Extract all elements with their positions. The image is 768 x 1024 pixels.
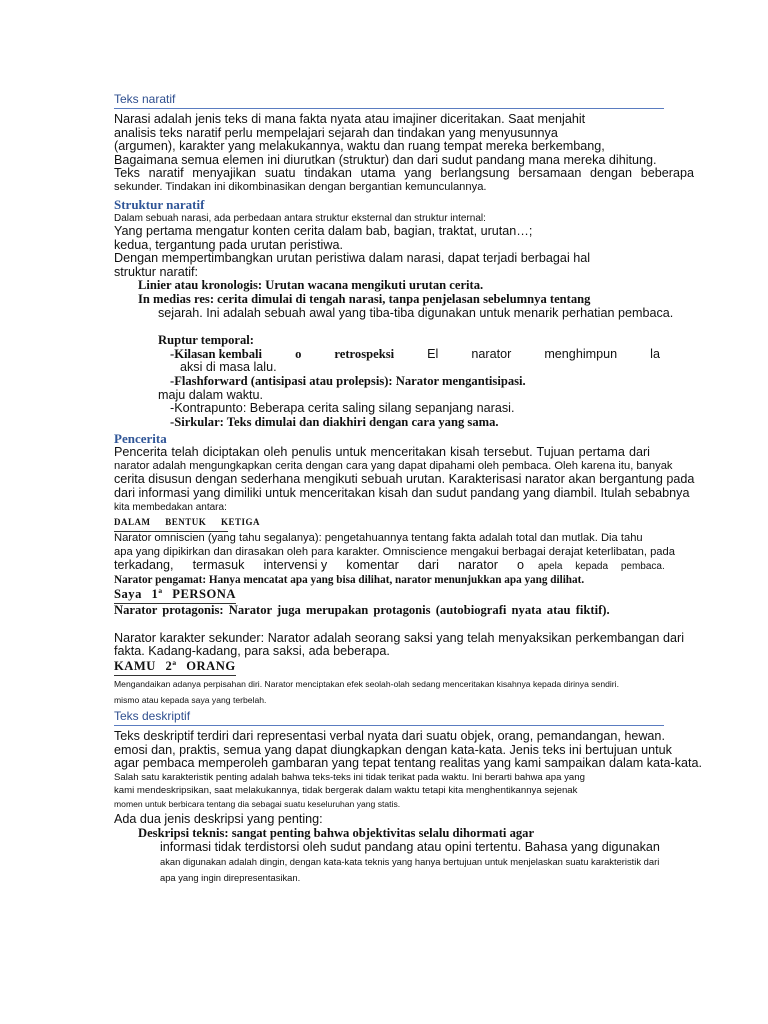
word: narator [457, 558, 498, 573]
text-line: emosi dan, praktis, semua yang dapat diungkapkan dengan kata-kata. Jenis teks ini bertujuan untuk [114, 742, 672, 757]
section-title-teks-naratif: Teks naratif [114, 92, 664, 109]
bullet-text: Deskripsi teknis: sangat penting bahwa objektivitas selalu dihormati agar [138, 825, 535, 840]
word: intervensi y [263, 558, 328, 573]
text-line: Narator pengamat: Hanya mencatat apa yang bisa dilihat, narator menunjukkan apa yang dilihat. [114, 573, 585, 586]
text-line: Narator karakter sekunder: Narator adalah seorang saksi yang telah menyaksikan perkembangan dari [114, 630, 684, 645]
word: El [427, 346, 439, 361]
text-line: analisis teks naratif perlu mempelajari sejarah dan tindakan yang menyusunnya [114, 125, 558, 140]
text-line: apa yang dipikirkan dan dirasakan oleh para karakter. Omniscience mengakui berbagai derajat keterlibatan, pada [114, 545, 675, 558]
text-line: -Kontrapunto: Beberapa cerita saling silang sepanjang narasi. [170, 401, 515, 416]
text-line: dari informasi yang dimiliki untuk menceritakan kisah dan sudut pandang yang diambil. Itulah sebabnya [114, 486, 690, 501]
text-line: struktur naratif: [114, 264, 198, 279]
section-title-teks-deskriptif: Teks deskriptif [114, 709, 664, 726]
text-line: momen untuk berbicara tentang dia sebagai suatu keseluruhan yang statis. [114, 798, 401, 809]
text-line: agar pembaca memperoleh gambaran yang tepat tentang realitas yang kami sampaikan dalam kata-kata. [114, 756, 703, 771]
heading-struktur-naratif: Struktur naratif [114, 196, 205, 212]
text-line: Narasi adalah jenis teks di mana fakta nyata atau imajiner diceritakan. Saat menjahit [114, 112, 586, 126]
label-kamu-orang: KAMU 2ª ORANG [114, 659, 694, 676]
heading-ruptur-temporal: Ruptur temporal: [158, 333, 254, 348]
document-page [114, 92, 703, 886]
text-line: apela kepada pembaca. [538, 561, 665, 573]
naratif-paragraph [114, 113, 694, 195]
text-line: Salah satu karakteristik penting adalah bahwa teks-teks ini tidak terikat pada waktu. Ini berarti bahwa apa yang [114, 771, 585, 783]
word: -Kilasan kembali [170, 346, 263, 361]
text-line: sejarah. Ini adalah sebuah awal yang tiba-tiba digunakan untuk menarik perhatian pembaca. [158, 305, 674, 320]
bullet-text: Linier atau kronologis: Urutan wacana mengikuti urutan cerita. [138, 278, 484, 293]
text-line: Dalam sebuah narasi, ada perbedaan antara struktur eksternal dan struktur internal: [114, 212, 486, 224]
text-line: -Sirkular: Teks dimulai dan diakhiri dengan cara yang sama. [170, 414, 499, 429]
label-dalam-bentuk-ketiga: DALAM BENTUK KETIGA [114, 514, 694, 532]
text-line: akan digunakan adalah dingin, dengan kata-kata teknis yang hanya bertujuan untuk menjelaskan suatu karakteristik dari [160, 856, 660, 868]
text-line: sekunder. Tindakan ini dikombinasikan dengan bergantian kemunculannya. [114, 180, 487, 193]
text-line: Bagaimana semua elemen ini diurutkan (struktur) dan dari sudut pandang mana mereka dihitung. [114, 152, 657, 167]
word: la [650, 346, 660, 361]
text-line: -Flashforward (antisipasi atau prolepsis): Narator mengantisipasi. [170, 373, 526, 388]
text-line: Narator protagonis: Narator juga merupakan protagonis (autobiografi nyata atau fiktif). [114, 603, 610, 618]
word: terkadang, [114, 558, 174, 573]
bullet-deskripsi-teknis [138, 827, 694, 841]
text-line: narator adalah mengungkapkan cerita dengan cara yang dapat dipahami oleh pembaca. Oleh karena itu, banyak [114, 459, 673, 472]
text-line: (argumen), karakter yang melakukannya, waktu dan ruang tempat mereka berkembang, [114, 139, 605, 154]
word: termasuk [192, 558, 245, 573]
bullet-in-medias-res [138, 293, 694, 307]
word: o [516, 558, 524, 573]
text-line: Narator omniscien (yang tahu segalanya): pengetahuannya tentang fakta adalah total dan mutlak. Dia tahu [114, 532, 643, 545]
text-line: kedua, tergantung pada urutan peristiwa. [114, 237, 343, 252]
text-line: cerita disusun dengan sederhana mengikuti sebuah urutan. Karakterisasi narator akan bergantung pada [114, 472, 695, 487]
heading-pencerita: Pencerita [114, 431, 167, 447]
label-saya-persona: Saya 1ª PERSONA [114, 587, 694, 604]
text-line: Pencerita telah diciptakan oleh penulis untuk menceritakan kisah tersebut. Tujuan pertama dari [114, 445, 650, 460]
text-line: Teks deskriptif terdiri dari representasi verbal nyata dari suatu objek, orang, pemandangan, hewan. [114, 729, 665, 744]
text-line: fakta. Kadang-kadang, para saksi, ada beberapa. [114, 644, 390, 659]
text-line: Ada dua jenis deskripsi yang penting: [114, 812, 323, 827]
text-line: kami mendeskripsikan, saat melakukannya, tidak bergerak dalam waktu tetapi kita menghentikannya sejenak [114, 785, 578, 797]
word: o [295, 346, 302, 361]
text-line: Mengandaikan adanya perpisahan diri. Narator menciptakan efek seolah-olah sedang menceritakan kisahnya kepada dirinya sendiri. [114, 679, 619, 690]
bullet-linier [138, 279, 694, 293]
text-line: Dengan mempertimbangkan urutan peristiwa dalam narasi, dapat terjadi berbagai hal [114, 251, 591, 266]
text-line: aksi di masa lalu. [180, 360, 277, 375]
text-line: Yang pertama mengatur konten cerita dalam bab, bagian, traktat, urutan…; [114, 223, 533, 238]
word: komentar [346, 558, 399, 573]
word: dari [417, 558, 439, 573]
text-line: mismo atau kepada saya yang terbelah. [114, 695, 267, 706]
word: menghimpun [544, 346, 618, 361]
bullet-text: In medias res: cerita dimulai di tengah narasi, tanpa penjelasan sebelumnya tentang [138, 291, 591, 306]
text-line: apa yang ingin direpresentasikan. [160, 872, 301, 884]
kilasan-line [170, 348, 660, 362]
text-line: maju dalam waktu. [158, 387, 263, 402]
word: narator [471, 346, 512, 361]
text-line: kita membedakan antara: [114, 501, 227, 513]
terkadang-line [114, 559, 689, 573]
text-line: informasi tidak terdistorsi oleh sudut pandang atau opini tertentu. Bahasa yang digunakan [160, 839, 660, 854]
text-line: Teks naratif menyajikan suatu tindakan utama yang berlangsung bersamaan dengan beberapa [114, 166, 694, 181]
word: retrospeksi [334, 346, 395, 361]
